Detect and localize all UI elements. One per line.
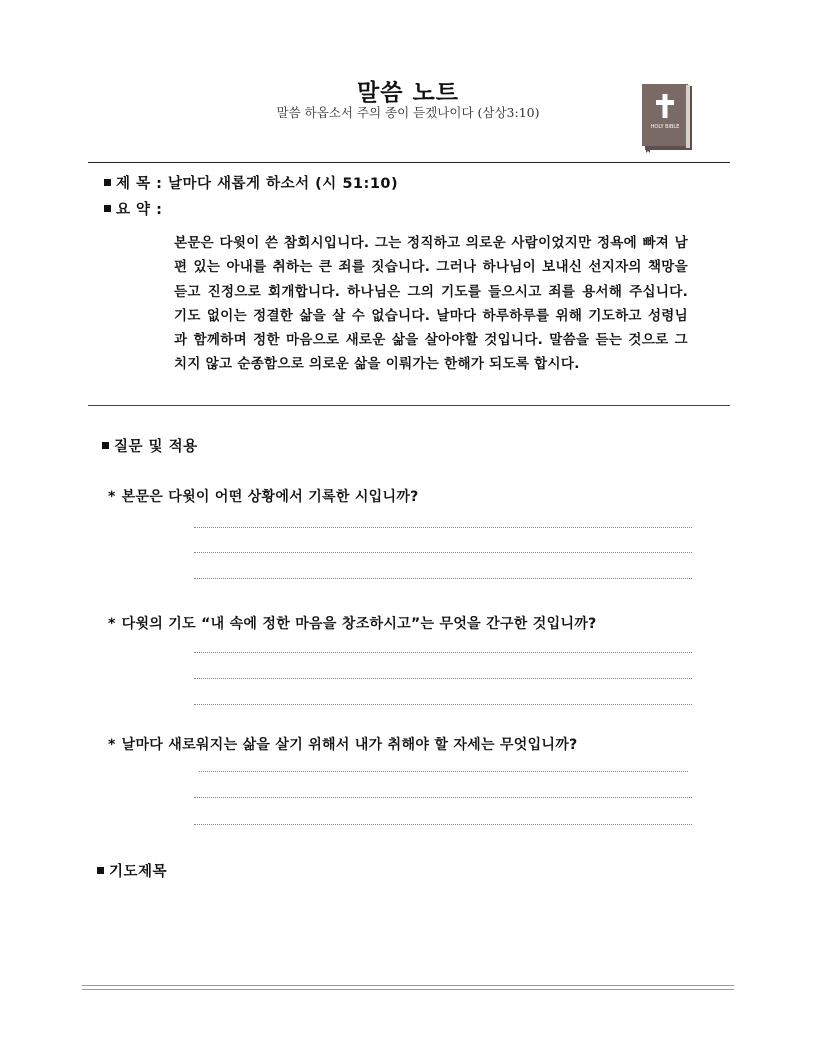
question-3	[108, 734, 578, 754]
square-bullet-icon	[97, 867, 104, 874]
page-title: 말씀 노트	[357, 80, 459, 106]
header-divider	[88, 162, 730, 163]
answer-line[interactable]	[194, 678, 692, 679]
sermon-title-line	[104, 172, 398, 193]
answer-line[interactable]	[194, 527, 692, 528]
asterisk-bullet-icon: *	[108, 489, 116, 505]
question-2	[108, 613, 597, 633]
question-text: 본문은 다윗이 어떤 상황에서 기록한 시입니까?	[121, 489, 419, 505]
questions-heading-line	[102, 435, 198, 456]
answer-line[interactable]	[194, 652, 692, 653]
answer-line[interactable]	[194, 824, 692, 825]
answer-line[interactable]	[199, 771, 688, 772]
question-text: 다윗의 기도 “내 속에 정한 마음을 창조하시고”는 무엇을 간구한 것입니까?	[121, 616, 597, 632]
bible-cross-icon	[640, 82, 694, 154]
answer-line[interactable]	[194, 578, 692, 579]
question-text: 날마다 새로워지는 삶을 살기 위해서 내가 취해야 할 자세는 무엇입니까?	[121, 737, 578, 753]
square-bullet-icon	[104, 179, 111, 186]
sermon-title: 제 목 : 날마다 새롭게 하소서 (시 51:10)	[116, 176, 399, 192]
square-bullet-icon	[102, 442, 109, 449]
asterisk-bullet-icon: *	[108, 737, 116, 753]
question-1	[108, 486, 419, 506]
answer-line[interactable]	[194, 797, 692, 798]
answer-line[interactable]	[194, 704, 692, 705]
page-subtitle: 말씀 하옵소서 주의 종이 듣겠나이다 (삼상3:10)	[276, 105, 540, 120]
summary-label: 요 약 :	[116, 202, 163, 218]
footer-divider	[82, 985, 734, 990]
summary-text: 본문은 다윗이 쓴 참회시입니다. 그는 정직하고 의로운 사람이었지만 정욕에 빠져 남편 있는 아내를 취하는 큰 죄를 짓습니다. 그러나 하나님이 보내신 선지자의 책망을 듣고 진정으로 회개합니다. 하나님은 그의 기도를 들으시고 죄를 용서해 주십니다. 기도 없이는 정결한 삶을 살 수 없습니다. 날마다 하루하루를 위해 기도하고 성령님과 함께하며 정한 마음으로 새로운 삶을 살아야할 것입니다. 말씀을 듣는 것으로 그치지 않고 순종함으로 의로운 삶을 이뤄가는 한해가 되도록 합시다.	[174, 235, 688, 373]
section-divider	[88, 405, 730, 406]
square-bullet-icon	[104, 205, 111, 212]
asterisk-bullet-icon: *	[108, 616, 116, 632]
book-spine-text: HOLY BIBLE	[650, 124, 680, 130]
summary-label-line	[104, 198, 162, 219]
prayer-heading: 기도제목	[109, 864, 168, 880]
questions-heading: 질문 및 적용	[114, 439, 198, 455]
prayer-heading-line	[97, 860, 167, 881]
answer-line[interactable]	[194, 552, 692, 553]
